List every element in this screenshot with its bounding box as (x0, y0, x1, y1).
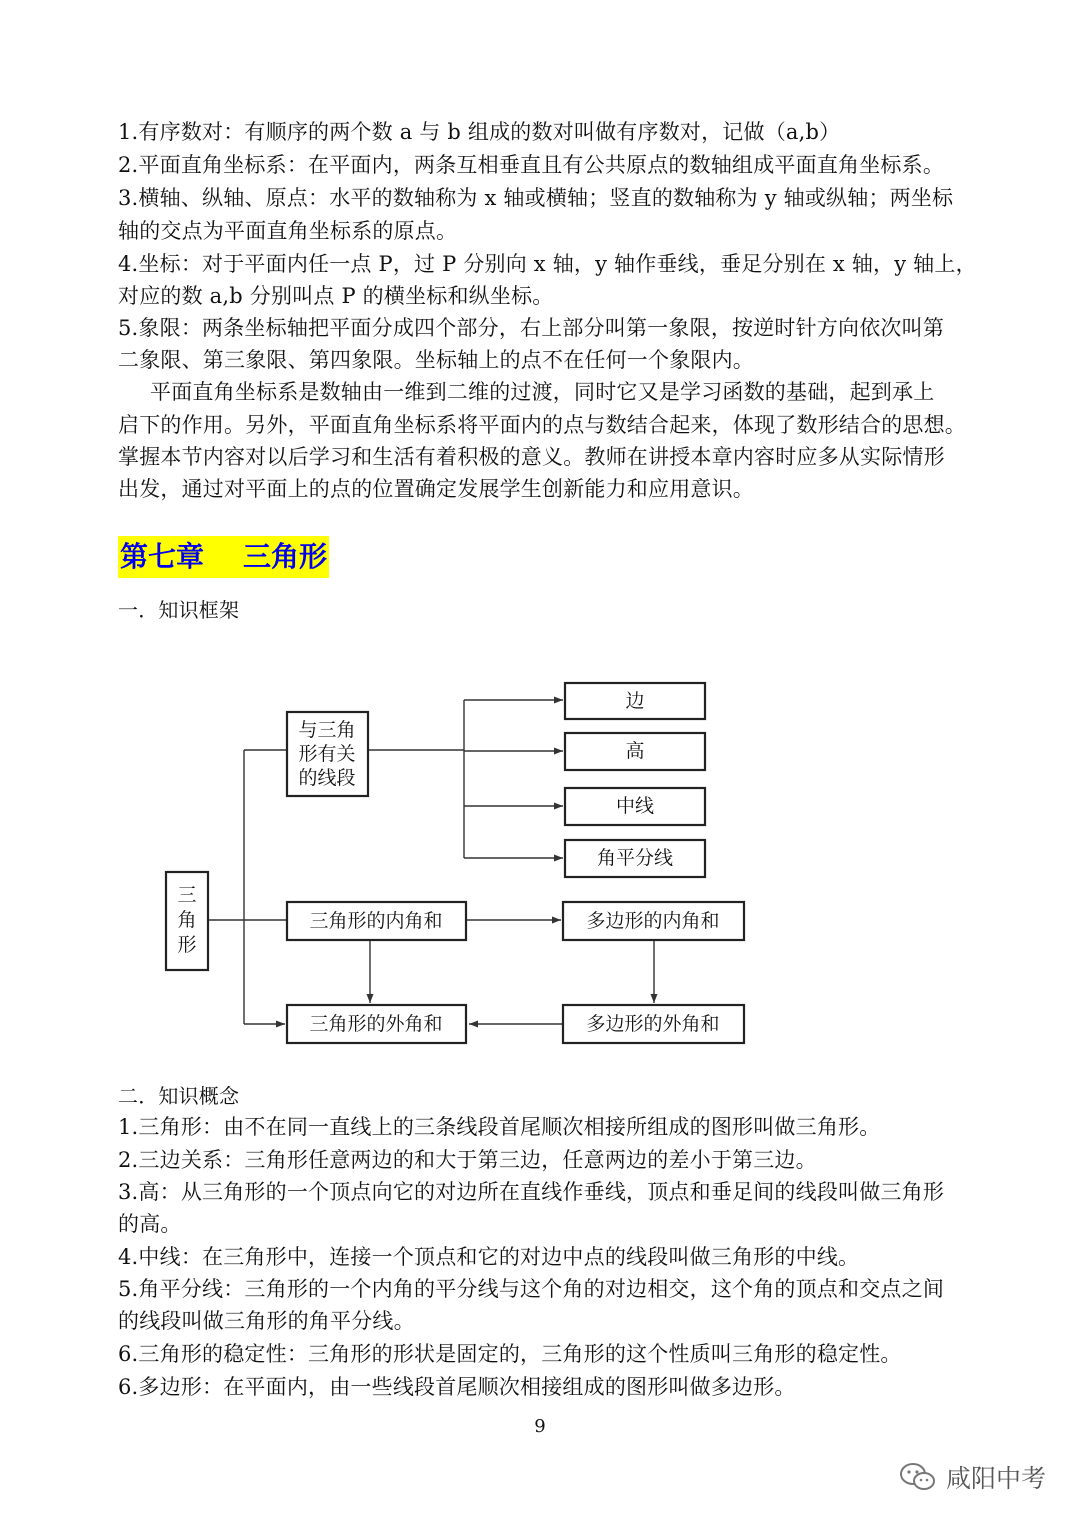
angle-bisector-box (565, 840, 705, 877)
segments-line: 与三角 (298, 719, 356, 741)
framework-heading: 一．知识框架 (118, 598, 240, 622)
concept-line: 的高。 (118, 1212, 182, 1236)
concept-line: 4.中线：在三角形中，连接一个顶点和它的对边中点的线段叫做三角形的中线。 (118, 1245, 860, 1269)
text-line: 3.横轴、纵轴、原点：水平的数轴称为 x 轴或横轴；竖直的数轴称为 y 轴或纵轴；两坐标 (118, 186, 954, 210)
polygon-exterior-sum-box (563, 1005, 744, 1043)
triangle-interior-sum-box (287, 902, 466, 940)
segments-line: 形有关 (298, 743, 356, 765)
median-box (565, 788, 705, 825)
text-line: 1.有序数对：有顺序的两个数 a 与 b 组成的数对叫做有序数对，记做（a,b） (118, 120, 841, 144)
text-line: 2.平面直角坐标系：在平面内，两条互相垂直且有公共原点的数轴组成平面直角坐标系。 (118, 153, 945, 177)
height-box (565, 733, 705, 770)
segments-line: 的线段 (298, 767, 356, 789)
triangle-exterior-sum-box (287, 1005, 466, 1043)
summary-line: 出发，通过对平面上的点的位置确定发展学生创新能力和应用意识。 (118, 477, 754, 501)
text-line: 二象限、第三象限、第四象限。坐标轴上的点不在任何一个象限内。 (118, 348, 754, 372)
summary-line: 掌握本节内容对以后学习和生活有着积极的意义。教师在讲授本章内容时应多从实际情形 (118, 445, 945, 469)
watermark-text: 咸阳中考 (945, 1464, 1046, 1493)
summary-line: 平面直角坐标系是数轴由一维到二维的过渡，同时它又是学习函数的基础，起到承上 (150, 380, 935, 404)
concept-line: 2.三边关系：三角形任意两边的和大于第三边，任意两边的差小于第三边。 (118, 1148, 817, 1172)
side-label: 边 (625, 690, 645, 712)
median-label: 中线 (615, 795, 655, 817)
angle-bisector-label: 角平分线 (596, 847, 674, 869)
concept-heading: 二．知识概念 (118, 1084, 240, 1108)
summary-line: 启下的作用。另外，平面直角坐标系将平面内的点与数结合起来，体现了数形结合的思想。 (118, 413, 966, 437)
triangle-root-box (166, 872, 208, 970)
text-line: 5.象限：两条坐标轴把平面分成四个部分，右上部分叫第一象限，按逆时针方向依次叫第 (118, 316, 945, 340)
text-line: 对应的数 a,b 分别叫点 P 的横坐标和纵坐标。 (118, 284, 554, 308)
page-number: 9 (534, 1416, 546, 1437)
concept-line: 5.角平分线：三角形的一个内角的平分线与这个角的对边相交，这个角的顶点和交点之间 (118, 1277, 945, 1301)
root-char: 三 (177, 884, 197, 906)
text-line: 4.坐标：对于平面内任一点 P，过 P 分别向 x 轴，y 轴作垂线，垂足分别在 x 轴，y 轴上， (118, 252, 977, 276)
concept-line: 的线段叫做三角形的角平分线。 (118, 1309, 415, 1333)
root-char: 角 (177, 909, 197, 931)
text-line: 轴的交点为平面直角坐标系的原点。 (118, 219, 458, 243)
concept-line: 6.三角形的稳定性：三角形的形状是固定的，三角形的这个性质叫三角形的稳定性。 (118, 1342, 902, 1366)
height-label: 高 (625, 740, 645, 762)
wechat-icon (898, 1461, 938, 1493)
polygon-interior-sum-box (563, 902, 744, 940)
triangle-interior-sum-label: 三角形的内角和 (309, 910, 443, 932)
watermark (898, 1460, 1046, 1494)
concept-line: 6.多边形：在平面内，由一些线段首尾顺次相接组成的图形叫做多边形。 (118, 1375, 796, 1399)
chapter-title: 第七章 三角形 (118, 536, 329, 578)
concept-line: 1.三角形：由不在同一直线上的三条线段首尾顺次相接所组成的图形叫做三角形。 (118, 1115, 881, 1139)
segments-box (287, 712, 368, 796)
polygon-interior-sum-label: 多边形的内角和 (586, 910, 720, 932)
concept-line: 3.高：从三角形的一个顶点向它的对边所在直线作垂线，顶点和垂足间的线段叫做三角形 (118, 1180, 945, 1204)
triangle-exterior-sum-label: 三角形的外角和 (309, 1013, 443, 1035)
side-box (565, 683, 705, 719)
root-char: 形 (177, 934, 197, 956)
polygon-exterior-sum-label: 多边形的外角和 (586, 1013, 720, 1035)
